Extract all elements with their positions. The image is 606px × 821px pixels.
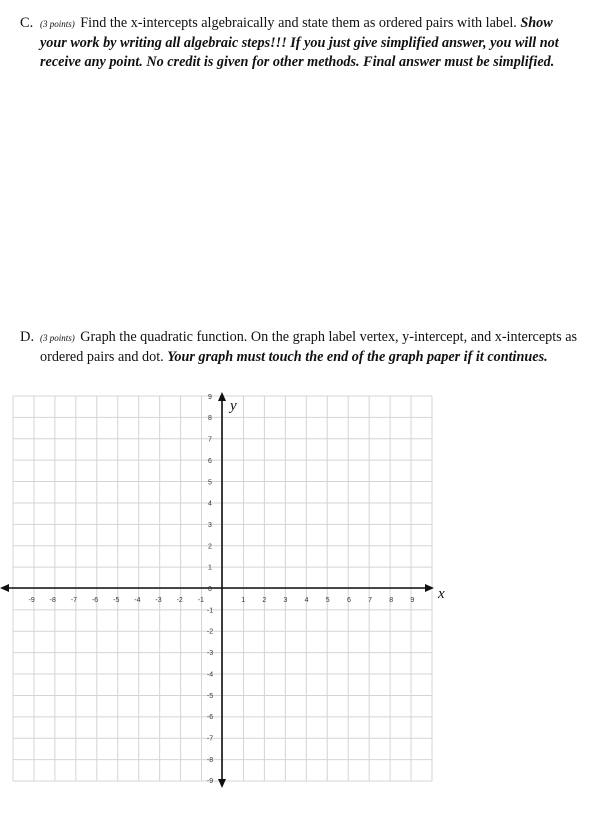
x-tick-label: -4: [134, 597, 141, 604]
y-axis-down-arrow-icon: [218, 779, 226, 788]
y-tick-label: -5: [206, 692, 214, 700]
x-tick-label: 6: [346, 597, 351, 604]
y-tick-label: 6: [208, 457, 212, 465]
x-tick-label: -6: [91, 597, 99, 604]
question-d-prompt: Graph the quadratic function. On the graph label vertex, y-intercept, and x-intercepts as ordered pairs and dot.: [40, 329, 578, 365]
question-c: [20, 14, 580, 72]
x-tick-label: -5: [113, 597, 120, 604]
y-tick-label: -9: [206, 778, 214, 786]
y-tick-label: -3: [206, 650, 214, 658]
y-tick-label: 5: [208, 479, 212, 487]
x-tick-label: 9: [410, 597, 415, 604]
question-c-instructions: Show your work by writing all algebraic steps!!! If you just give simplified answer, you will not receive any point. No credit is given for other methods. Final answer must be simplified.: [40, 15, 559, 70]
x-tick-label: 7: [368, 597, 373, 604]
x-tick-label: -9: [28, 597, 35, 604]
y-tick-label: 4: [208, 500, 212, 508]
y-tick-label: -8: [206, 756, 214, 764]
question-c-body: [40, 14, 580, 72]
question-c-points: (3 points): [40, 19, 75, 29]
x-axis-right-arrow-icon: [425, 584, 434, 592]
y-tick-label: 0: [208, 586, 212, 593]
coordinate-grid[interactable]: [0, 380, 606, 800]
x-tick-label: 5: [325, 597, 330, 604]
y-tick-label: -6: [206, 714, 214, 722]
x-tick-label: -1: [197, 597, 204, 604]
y-tick-label: -1: [206, 607, 214, 615]
y-tick-label: 7: [208, 436, 212, 444]
x-axis-left-arrow-icon: [0, 584, 9, 592]
y-tick-label: -2: [206, 628, 214, 636]
x-tick-label: -7: [70, 597, 78, 604]
y-tick-label: 2: [208, 543, 212, 551]
x-tick-label: -8: [49, 597, 56, 604]
y-tick-label: 1: [208, 564, 212, 572]
question-d-label: D.: [20, 329, 35, 345]
x-tick-label: -3: [155, 597, 162, 604]
y-axis-label: y: [230, 398, 237, 414]
y-tick-label: -4: [206, 671, 214, 679]
x-tick-label: -2: [176, 597, 183, 604]
question-d-points: (3 points): [40, 333, 75, 343]
y-tick-label: 8: [208, 415, 212, 423]
x-tick-label: 1: [241, 597, 246, 604]
question-d: [20, 328, 580, 367]
question-c-label: C.: [20, 15, 34, 31]
x-tick-label: 4: [304, 597, 309, 604]
y-tick-label: 9: [208, 393, 212, 401]
question-d-instructions: Your graph must touch the end of the graph paper if it continues.: [167, 349, 548, 365]
x-axis-label: x: [438, 586, 445, 602]
y-tick-label: 3: [208, 521, 212, 529]
x-tick-label: 3: [283, 597, 288, 604]
question-d-body: [40, 328, 580, 367]
x-tick-label: 8: [389, 597, 394, 604]
question-c-prompt: Find the x-intercepts algebraically and state them as ordered pairs with label.: [80, 15, 517, 31]
x-tick-label: 2: [262, 597, 267, 604]
y-tick-label: -7: [206, 735, 214, 743]
